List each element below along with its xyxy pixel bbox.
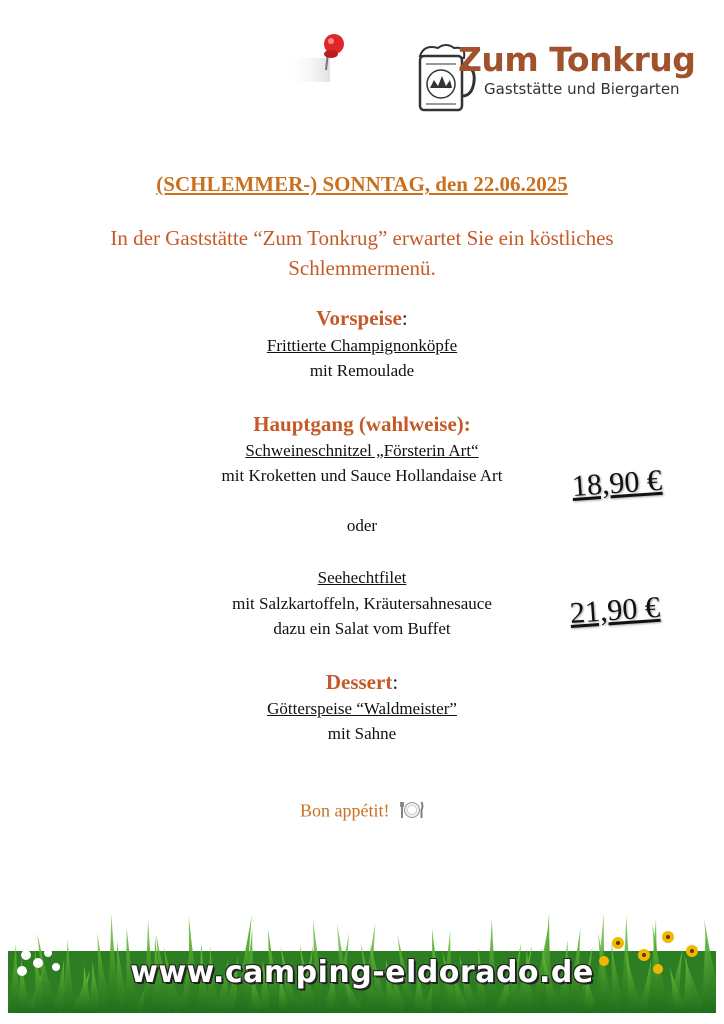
logo [412, 38, 712, 118]
dessert-dish: Götterspeise “Waldmeister” [267, 699, 457, 718]
logo-title: Zum Tonkrug [458, 40, 696, 79]
hauptgang-option1-price: 18,90 € [570, 463, 663, 503]
page-title: (SCHLEMMER-) SONNTAG, den 22.06.2025 [156, 172, 568, 196]
hauptgang-option2-price: 21,90 € [568, 590, 661, 630]
vorspeise-colon: : [401, 306, 408, 330]
intro-line-1: In der Gaststätte “Zum Tonkrug” erwartet Sie ein köstliches [110, 226, 614, 250]
closing-line [0, 800, 724, 825]
dessert-heading-text: Dessert [325, 670, 393, 694]
hauptgang-option2-dish-row [0, 568, 724, 588]
vorspeise-dish-row [0, 336, 724, 356]
vorspeise-dish: Frittierte Champignonköpfe [266, 336, 458, 355]
pushpin-icon [286, 30, 356, 85]
intro-text [62, 223, 662, 283]
logo-subtitle: Gaststätte und Biergarten [484, 80, 680, 98]
hauptgang-separator: oder [346, 516, 378, 535]
dessert-heading [0, 670, 724, 695]
hauptgang-heading: Hauptgang (wahlweise): [253, 412, 471, 436]
vorspeise-heading-text: Vorspeise [316, 306, 402, 330]
dessert-desc: mit Sahne [327, 724, 397, 743]
footer-url: www.camping-eldorado.de [130, 955, 594, 990]
hauptgang-option2-desc-1: mit Salzkartoffeln, Kräutersahnesauce [232, 594, 492, 613]
hauptgang-option1-dish: Schweineschnitzel „Försterin Art“ [245, 441, 479, 460]
footer-banner [8, 893, 716, 1013]
dessert-colon: : [392, 670, 399, 694]
vorspeise-desc: mit Remoulade [309, 361, 415, 380]
hauptgang-option2-dish: Seehechtfilet [317, 568, 407, 587]
hauptgang-option1-dish-row [0, 441, 724, 461]
grass-illustration [8, 893, 716, 1013]
plate-cutlery-icon [400, 800, 424, 825]
hauptgang-option2-desc-2: dazu ein Salat vom Buffet [273, 619, 451, 638]
dessert-dish-row [0, 699, 724, 719]
closing-text: Bon appétit! [300, 800, 390, 821]
vorspeise-heading [0, 306, 724, 331]
intro-line-2: Schlemmermenü. [288, 256, 436, 280]
hauptgang-option1-desc: mit Kroketten und Sauce Hollandaise Art [221, 466, 503, 485]
